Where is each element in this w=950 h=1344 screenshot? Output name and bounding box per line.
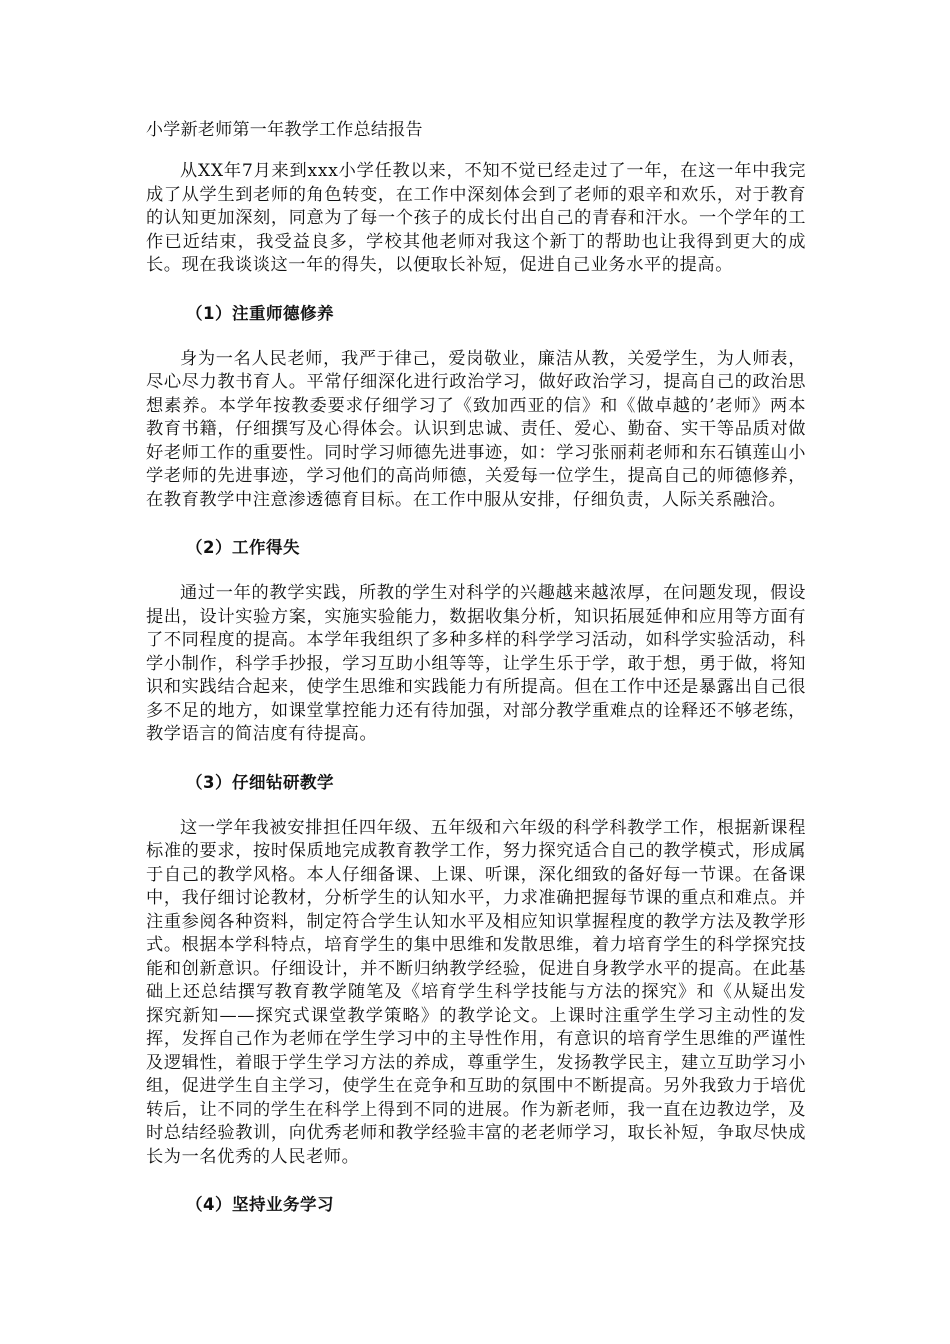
section-heading-4: （4）坚持业务学习 [186,1195,334,1214]
document-page [146,118,806,1239]
section-paragraph-3: 这一学年我被安排担任四年级、五年级和六年级的科学科教学工作，根据新课程标准的要求，按时保质地完成教育教学工作，努力探究适合自己的教学模式，形成属于自己的教学风格。本人仔细备课、上课、听课，深化细致的备好每一节课。在备课中，我仔细讨论教材，分析学生的认知水平，力求准确把握每节课的重点和难点。并注重参阅各种资料，制定符合学生认知水平及相应知识掌握程度的教学方法及教学形式。根据本学科特点，培育学生的集中思维和发散思维，着力培育学生的科学探究技能和创新意识。仔细设计，并不断归纳教学经验，促进自身教学水平的提高。在此基础上还总结撰写教育教学随笔及《培育学生科学技能与方法的探究》和《从疑出发 探究新知——探究式课堂教学策略》的教学论文。上课时注重学生学习主动性的发挥，发挥自己作为老师在学生学习中的主导性作用，有意识的培育学生思维的严谨性及逻辑性，着眼于学生学习方法的养成，尊重学生，发扬教学民主，建立互助学习小组，促进学生自主学习，使学生在竞争和互助的氛围中不断提高。另外我致力于培优转后，让不同的学生在科学上得到不同的进展。作为新老师，我一直在边教边学，及时总结经验教训，向优秀老师和教学经验丰富的老老师学习，取长补短，争取尽快成长为一名优秀的人民老师。 [146,817,806,1167]
section-heading-1: （1）注重师德修养 [186,303,334,323]
intro-paragraph: 从XX年7月来到xxx小学任教以来，不知不觉已经走过了一年，在这一年中我完成了从学生到老师的角色转变，在工作中深刻体会到了老师的艰辛和欢乐，对于教育的认知更加深刻，同意为了每一个孩子的成长付出自己的青春和汗水。一个学年的工作已近结束，我受益良多，学校其他老师对我这个新丁的帮助也让我得到更大的成长。现在我谈谈这一年的得失，以便取长补短，促进自己业务水平的提高。 [146,161,806,275]
section-paragraph-1: 身为一名人民老师，我严于律己，爱岗敬业，廉洁从教，关爱学生，为人师表，尽心尽力教书育人。平常仔细深化进行政治学习，做好政治学习，提高自己的政治思想素养。本学年按教委要求仔细学习了《致加西亚的信》和《做卓越的’老师》两本教育书籍，仔细撰写及心得体会。认识到忠诚、责任、爱心、勤奋、实干等品质对做好老师工作的重要性。同时学习师德先进事迹，如：学习张丽莉老师和东石镇莲山小学老师的先进事迹，学习他们的高尚师德，关爱每一位学生，提高自己的师德修养，在教育教学中注意渗透德育目标。在工作中服从安排，仔细负责，人际关系融洽。 [146,348,806,510]
document-title: 小学新老师第一年教学工作总结报告 [146,120,423,140]
section-heading-3: （3）仔细钻研教学 [186,772,334,792]
section-heading-2: （2）工作得失 [186,538,300,557]
section-paragraph-2: 通过一年的教学实践，所教的学生对科学的兴趣越来越浓厚，在问题发现，假设提出，设计实验方案，实施实验能力，数据收集分析，知识拓展延伸和应用等方面有了不同程度的提高。本学年我组织了多种多样的科学学习活动，如科学实验活动，科学小制作，科学手抄报，学习互助小组等等，让学生乐于学，敢于想，勇于做，将知识和实践结合起来，使学生思维和实践能力有所提高。但在工作中还是暴露出自己很多不足的地方，如课堂掌控能力还有待加强，对部分教学重难点的诠释还不够老练，教学语言的简洁度有待提高。 [146,583,806,744]
